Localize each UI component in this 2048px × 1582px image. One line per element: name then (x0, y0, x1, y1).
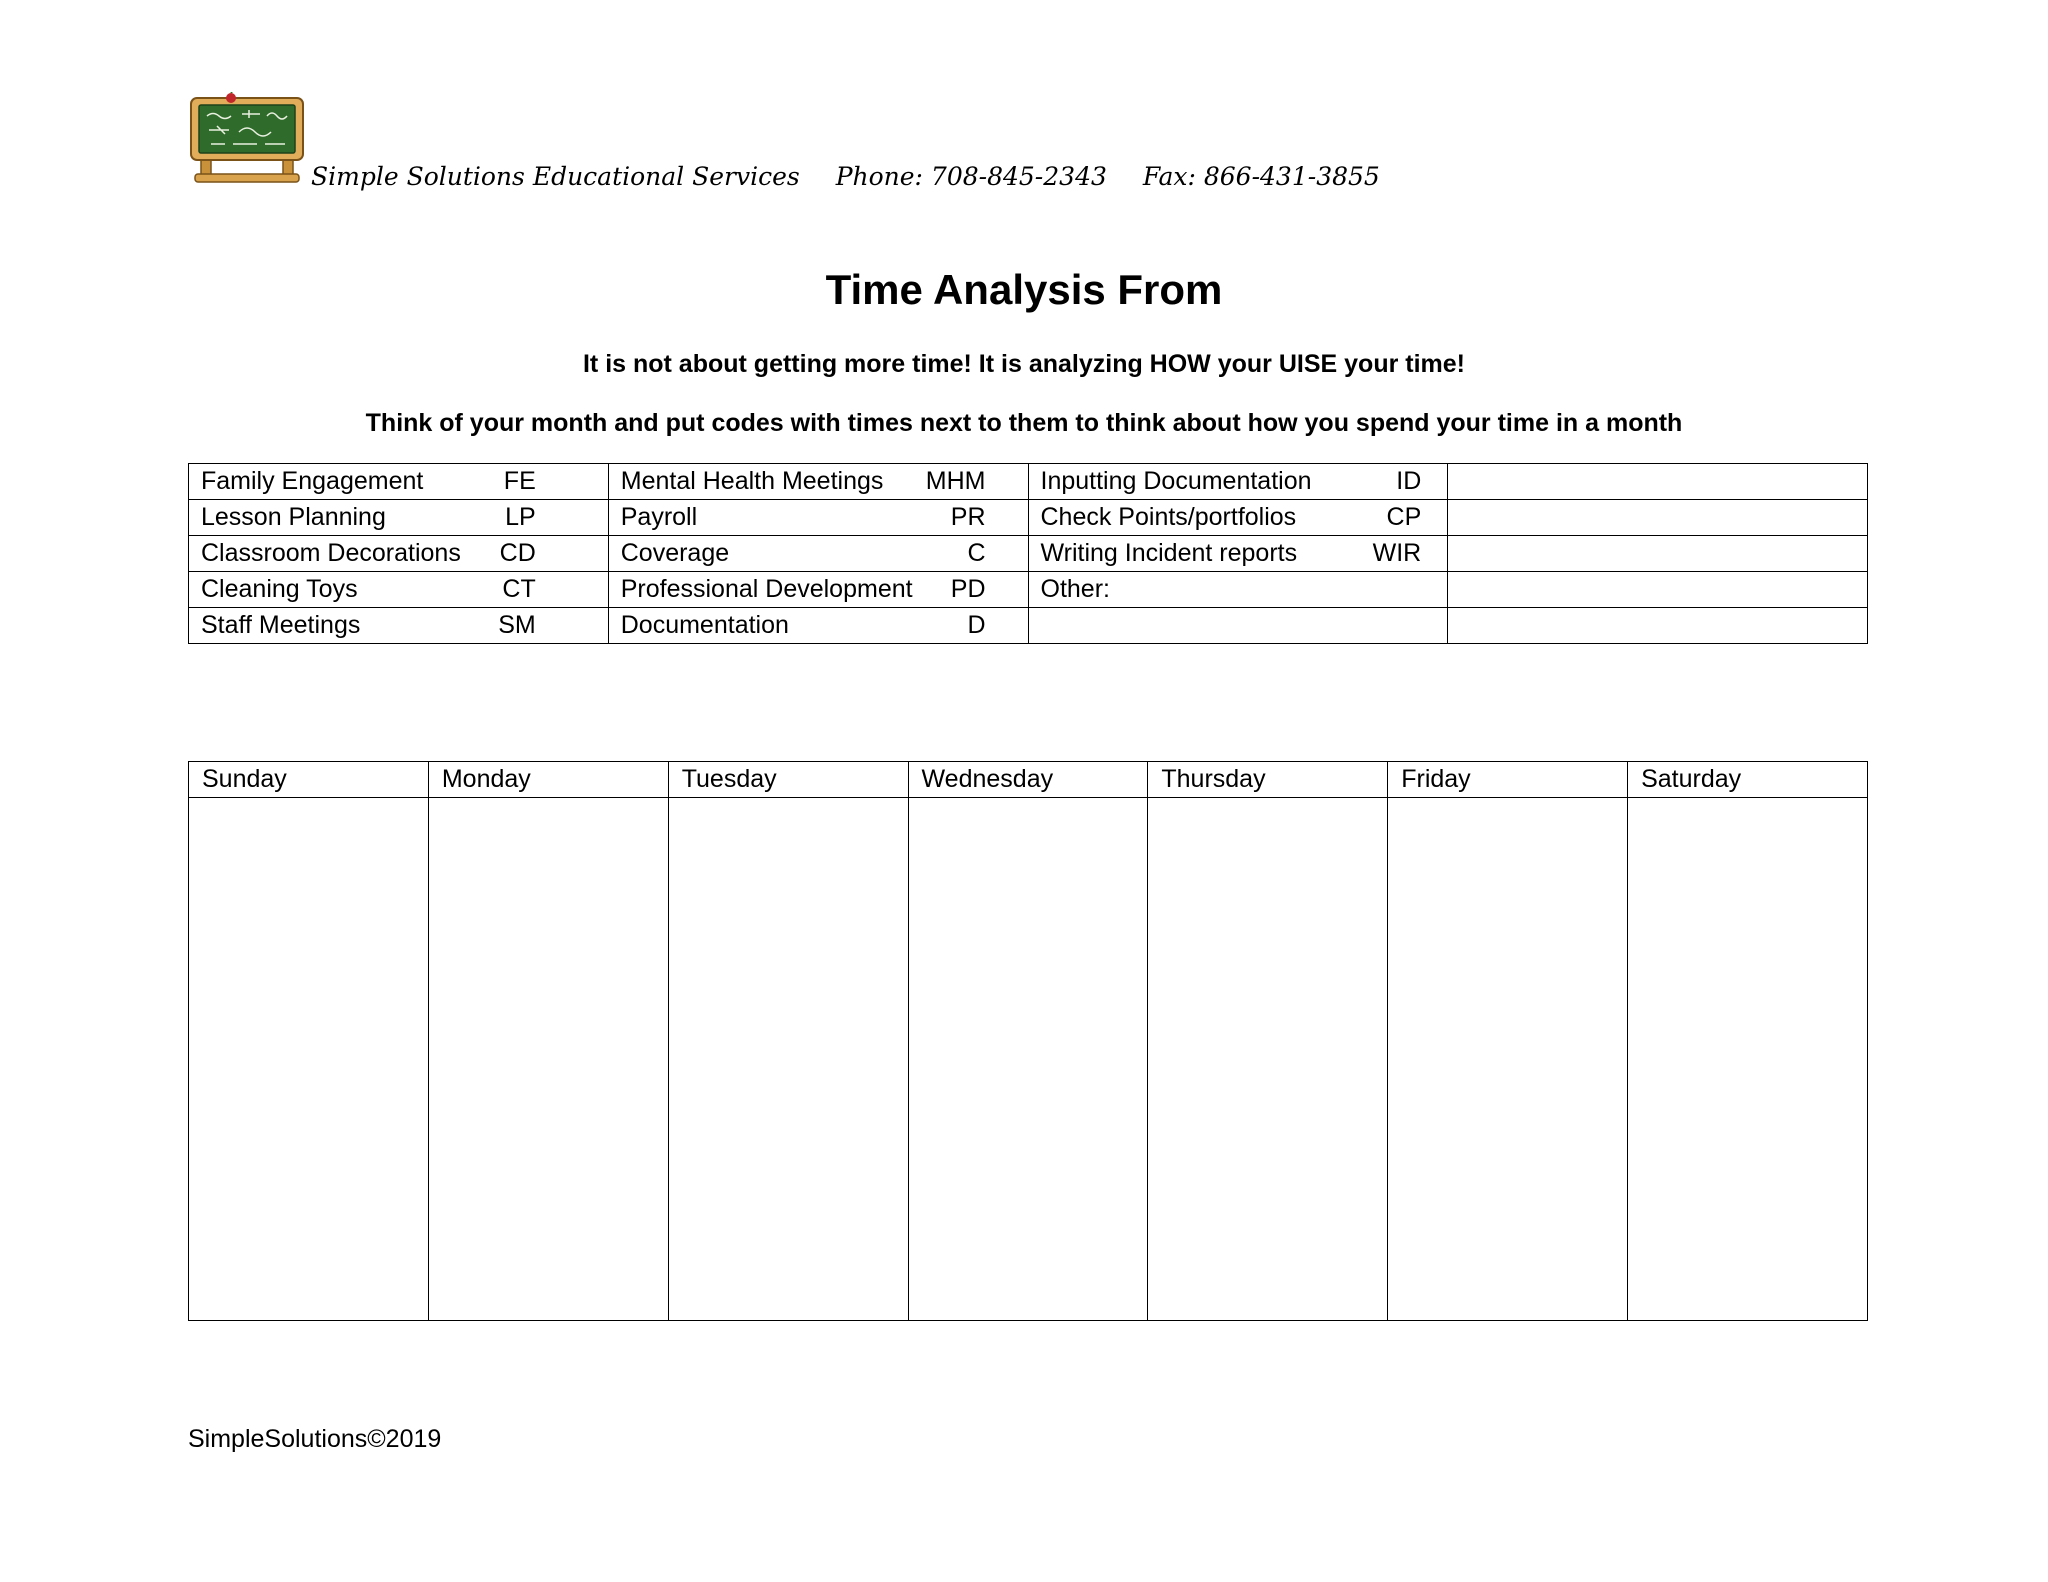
code-cell (608, 464, 1028, 500)
code-cell (1448, 500, 1868, 536)
activity-label: Mental Health Meetings (620, 467, 884, 495)
activity-code: ID (1396, 467, 1422, 495)
weekday-header-thursday: Thursday (1148, 762, 1388, 798)
weekday-entry-tuesday[interactable] (668, 798, 908, 1321)
letterhead-contact-line (311, 162, 1408, 191)
activity-label: Classroom Decorations (201, 539, 461, 567)
activity-label: Inputting Documentation (1040, 467, 1312, 495)
copyright-footer: SimpleSolutions©2019 (188, 1425, 442, 1453)
activity-code: FE (503, 467, 536, 495)
activity-code: C (967, 539, 986, 567)
code-cell (189, 608, 609, 644)
code-cell (1448, 572, 1868, 608)
activity-code: MHM (925, 467, 986, 495)
code-cell (1448, 608, 1868, 644)
activity-label: Family Engagement (201, 467, 424, 495)
activity-code: CT (502, 575, 536, 603)
code-cell (1028, 464, 1448, 500)
activity-label: Cleaning Toys (201, 575, 358, 603)
weekly-calendar-table (188, 761, 1868, 1321)
activity-label: Writing Incident reports (1040, 539, 1298, 567)
fax-number: Fax: 866-431-3855 (1142, 162, 1380, 191)
activity-code: CP (1386, 503, 1422, 531)
chalkboard-icon (187, 92, 307, 186)
code-cell (608, 572, 1028, 608)
code-cell (189, 500, 609, 536)
subtitle-primary: It is not about getting more time! It is analyzing HOW your UISE your time! (582, 350, 1465, 378)
codes-row (189, 464, 1868, 500)
page-title: Time Analysis From (825, 266, 1223, 313)
weekday-entry-sunday[interactable] (189, 798, 429, 1321)
activity-code: SM (498, 611, 536, 639)
weekday-entry-friday[interactable] (1388, 798, 1628, 1321)
codes-row (189, 536, 1868, 572)
weekday-entry-monday[interactable] (428, 798, 668, 1321)
code-cell (608, 608, 1028, 644)
weekday-entry-wednesday[interactable] (908, 798, 1148, 1321)
activity-label: Professional Development (620, 575, 913, 603)
code-cell (1028, 536, 1448, 572)
activity-label: Other: (1040, 575, 1110, 603)
weekday-header-tuesday: Tuesday (668, 762, 908, 798)
subtitle-instructions: Think of your month and put codes with times next to them to think about how you spend your time in a month (365, 409, 1683, 437)
activity-code: WIR (1372, 539, 1422, 567)
activity-label: Check Points/portfolios (1040, 503, 1297, 531)
activity-label: Documentation (620, 611, 789, 639)
code-cell (1028, 608, 1448, 644)
weekday-header-monday: Monday (428, 762, 668, 798)
company-name: Simple Solutions Educational Services (311, 162, 800, 191)
weekday-entry-thursday[interactable] (1148, 798, 1388, 1321)
code-cell (1448, 536, 1868, 572)
codes-row (189, 572, 1868, 608)
activity-label: Coverage (620, 539, 730, 567)
phone-number: Phone: 708-845-2343 (835, 162, 1107, 191)
weekday-header-friday: Friday (1388, 762, 1628, 798)
weekday-header-saturday: Saturday (1628, 762, 1868, 798)
weekday-header-wednesday: Wednesday (908, 762, 1148, 798)
activity-code: PR (950, 503, 986, 531)
codes-row (189, 500, 1868, 536)
code-cell (608, 500, 1028, 536)
code-cell (189, 572, 609, 608)
weekday-entry-saturday[interactable] (1628, 798, 1868, 1321)
code-cell (1028, 500, 1448, 536)
code-cell (189, 536, 609, 572)
code-cell (1448, 464, 1868, 500)
weekday-header-sunday: Sunday (189, 762, 429, 798)
code-cell (608, 536, 1028, 572)
activity-label: Staff Meetings (201, 611, 361, 639)
letterhead (187, 92, 1387, 192)
code-cell (189, 464, 609, 500)
weekday-header-row (189, 762, 1868, 798)
activity-label: Lesson Planning (201, 503, 386, 531)
weekday-entry-row (189, 798, 1868, 1321)
activity-codes-table (188, 463, 1868, 644)
codes-row (189, 608, 1868, 644)
activity-code: LP (505, 503, 536, 531)
activity-code: PD (950, 575, 986, 603)
code-cell (1028, 572, 1448, 608)
activity-label: Payroll (620, 503, 698, 531)
activity-code: CD (499, 539, 536, 567)
activity-code: D (967, 611, 986, 639)
